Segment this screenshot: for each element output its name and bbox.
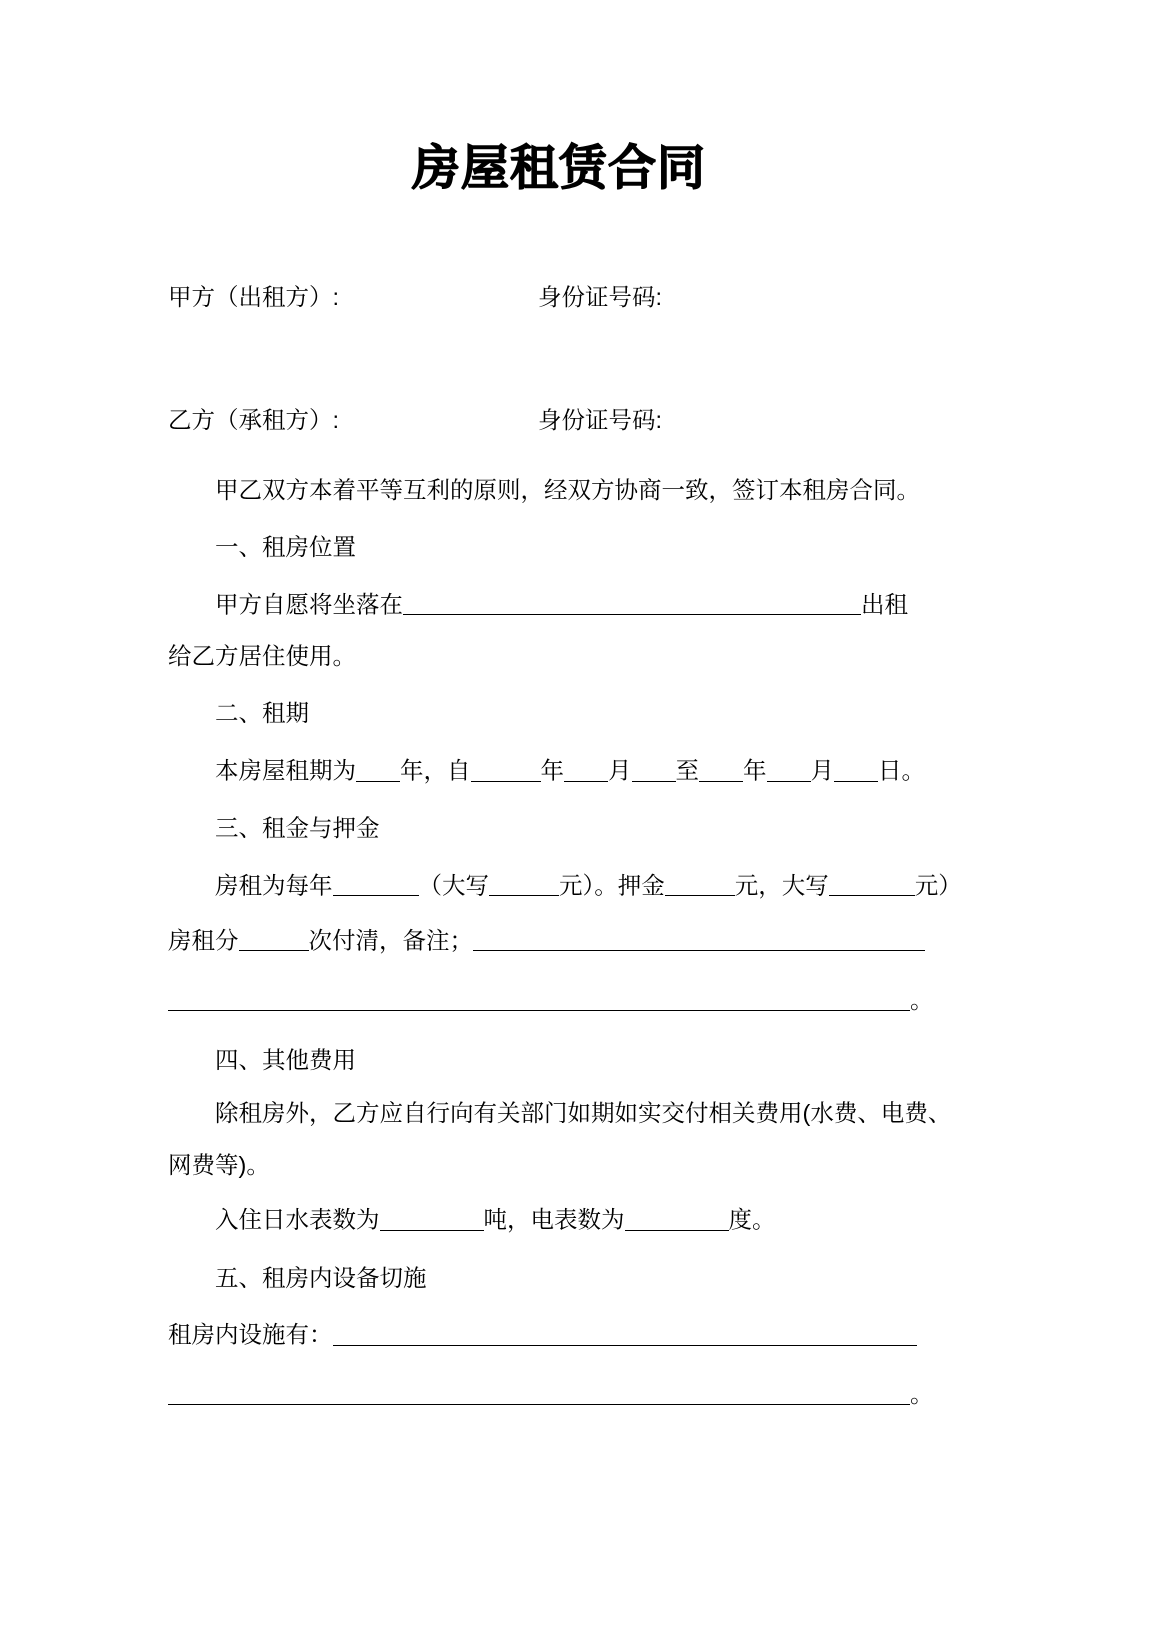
- start-day-blank[interactable]: [632, 756, 676, 782]
- facilities-rule[interactable]: [168, 1380, 910, 1406]
- annual-rent-words-blank[interactable]: [489, 871, 559, 897]
- deposit-words-blank[interactable]: [829, 871, 915, 897]
- section-one-text-after: 出租: [861, 591, 908, 618]
- section-three-installment-line: [168, 926, 950, 953]
- rent-remark-rule[interactable]: [168, 985, 910, 1011]
- landlord-label: 甲方（出租方）:: [168, 283, 340, 310]
- lease-term-text-8: 日。: [878, 757, 925, 784]
- tenant-id-label: 身份证号码:: [538, 407, 663, 434]
- annual-rent-blank[interactable]: [333, 871, 419, 897]
- section-four-body-line2: 网费等)。: [168, 1151, 270, 1178]
- document-content: [168, 0, 962, 1409]
- start-year-blank[interactable]: [471, 756, 541, 782]
- tenant-label: 乙方（承租方）:: [168, 407, 340, 434]
- section-two-heading: 二、租期: [215, 700, 309, 727]
- section-one-body-line1: [168, 590, 950, 617]
- section-one-body-line2: 给乙方居住使用。: [168, 642, 356, 669]
- deposit-amount-blank[interactable]: [665, 871, 735, 897]
- tenant-row: [168, 409, 950, 433]
- facilities-label: 租房内设施有：: [168, 1321, 333, 1348]
- end-day-blank[interactable]: [834, 756, 878, 782]
- section-five-rule-row: [168, 1375, 950, 1409]
- lease-term-text-5: 至: [675, 757, 699, 784]
- meter-text-1: 入住日水表数为: [215, 1207, 380, 1234]
- section-five-heading: 五、租房内设备切施: [215, 1264, 427, 1291]
- lease-term-text-4: 月: [608, 757, 632, 784]
- water-meter-blank[interactable]: [380, 1205, 484, 1231]
- rent-text-2: （大写: [418, 872, 489, 899]
- lease-term-text-6: 年: [743, 757, 767, 784]
- section-five-facilities-line: [168, 1320, 950, 1347]
- section-three-heading: 三、租金与押金: [215, 815, 380, 842]
- landlord-id-label: 身份证号码:: [538, 283, 663, 310]
- rent-text-4: 元，大写: [734, 872, 829, 899]
- lease-term-text-3: 年: [540, 757, 564, 784]
- electric-meter-blank[interactable]: [625, 1205, 729, 1231]
- section-three-remark-rule-row: [168, 981, 950, 1015]
- rent-text-5: 元）: [914, 872, 962, 899]
- rent-text-3: 元）。押金: [559, 872, 665, 899]
- section-one-heading: 一、租房位置: [215, 534, 356, 561]
- landlord-row: [168, 283, 950, 310]
- facilities-period: 。: [910, 1381, 934, 1408]
- preamble-paragraph: 甲乙双方本着平等互利的原则，经双方协商一致，签订本租房合同。: [215, 476, 920, 503]
- installment-text-2: 次付清，备注；: [308, 927, 473, 954]
- section-one-text-before: 甲方自愿将坐落在: [215, 591, 403, 618]
- rent-remark-period: 。: [910, 986, 934, 1013]
- rent-text-1: 房租为每年: [215, 872, 333, 899]
- property-address-blank[interactable]: [403, 590, 861, 616]
- section-four-body-line1: 除租房外，乙方应自行向有关部门如期如实交付相关费用(水费、电费、: [215, 1100, 952, 1127]
- installment-count-blank[interactable]: [239, 926, 309, 952]
- meter-text-2: 吨，电表数为: [483, 1207, 625, 1234]
- lease-years-blank[interactable]: [356, 756, 400, 782]
- installment-text-1: 房租分: [168, 927, 239, 954]
- start-month-blank[interactable]: [564, 756, 608, 782]
- rent-remark-blank[interactable]: [473, 926, 925, 952]
- end-month-blank[interactable]: [767, 756, 811, 782]
- facilities-blank[interactable]: [333, 1320, 917, 1346]
- section-three-rent-line: [168, 871, 962, 899]
- lease-term-text-1: 本房屋租期为: [215, 757, 356, 784]
- page-title: 房屋租赁合同: [411, 142, 706, 195]
- lease-term-text-2: 年，自: [400, 757, 471, 784]
- meter-text-3: 度。: [728, 1207, 776, 1234]
- section-four-heading: 四、其他费用: [215, 1046, 356, 1073]
- section-four-meter-line: [168, 1205, 950, 1232]
- lease-term-text-7: 月: [810, 757, 834, 784]
- section-two-body: [168, 756, 950, 783]
- end-year-blank[interactable]: [699, 756, 743, 782]
